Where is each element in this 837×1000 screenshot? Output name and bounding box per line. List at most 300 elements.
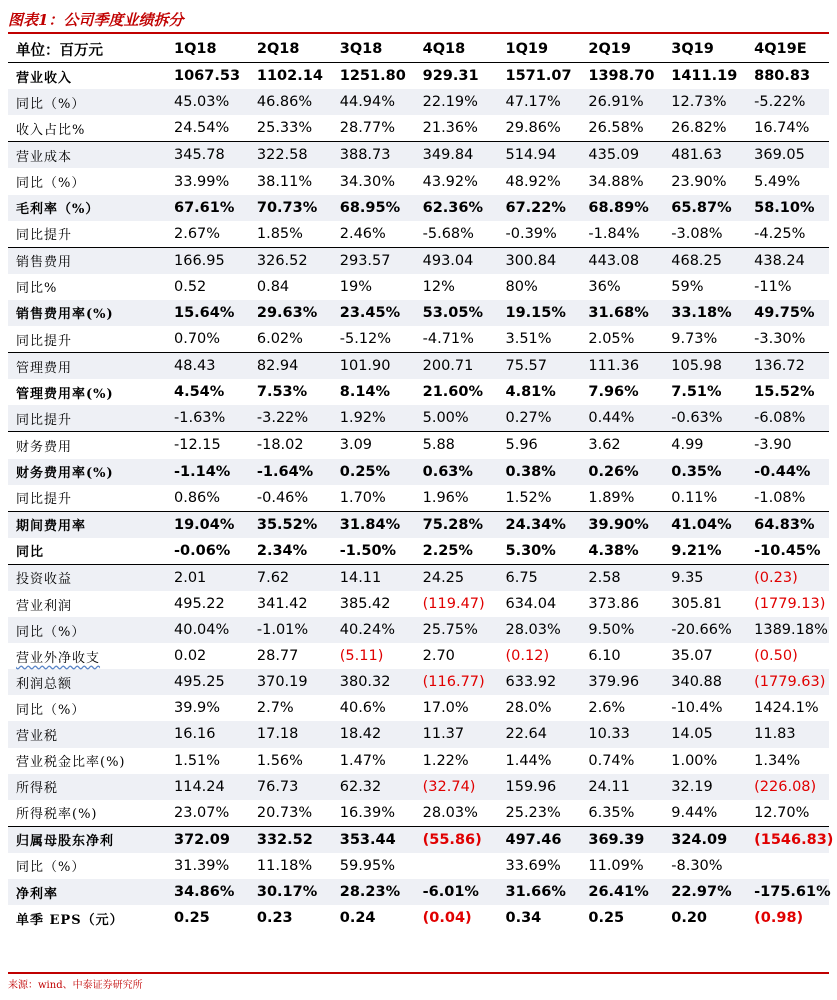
table-cell: 39.9% bbox=[174, 700, 221, 717]
table-cell: -1.84% bbox=[580, 221, 663, 248]
table-cell: 80% bbox=[505, 278, 538, 295]
table-cell: 23.07% bbox=[166, 800, 249, 827]
table-cell: 31.66% bbox=[498, 879, 581, 905]
table-cell: 22.97% bbox=[663, 879, 746, 905]
row-label-text: 营业成本 bbox=[16, 149, 73, 165]
table-cell: -1.01% bbox=[249, 617, 332, 643]
table-cell: 24.54% bbox=[166, 115, 249, 142]
table-cell: 435.09 bbox=[580, 142, 663, 169]
table-cell: 49.75% bbox=[746, 300, 829, 326]
row-label-text: 同比% bbox=[16, 281, 58, 297]
row-label bbox=[8, 89, 166, 115]
table-cell: 1251.80 bbox=[339, 68, 406, 85]
table-cell: 35.52% bbox=[249, 511, 332, 538]
table-cell: 11.18% bbox=[256, 857, 313, 874]
table-cell: 1.34% bbox=[754, 752, 801, 769]
table-cell: 82.94 bbox=[249, 353, 332, 380]
row-label-text: 同比提升 bbox=[16, 492, 73, 508]
table-cell: 2.7% bbox=[256, 700, 294, 717]
table-cell: -4.25% bbox=[746, 221, 829, 248]
table-cell: 7.62 bbox=[249, 564, 332, 591]
table-cell: 23.45% bbox=[332, 300, 415, 326]
table-cell: 17.0% bbox=[422, 700, 469, 717]
table-row bbox=[8, 405, 829, 432]
row-label-text: 营业收入 bbox=[16, 70, 73, 86]
table-cell: (5.11) bbox=[339, 648, 384, 665]
table-cell: 35.07 bbox=[671, 648, 713, 665]
table-cell: 46.86% bbox=[249, 89, 332, 115]
table-cell: 341.42 bbox=[256, 596, 308, 613]
row-label bbox=[8, 538, 166, 565]
table-cell: 30.17% bbox=[249, 879, 332, 905]
table-cell: -0.06% bbox=[166, 538, 249, 565]
table-cell: 33.99% bbox=[174, 173, 230, 190]
quarterly-results-table bbox=[8, 36, 834, 931]
row-label bbox=[8, 63, 166, 90]
table-cell: 64.83% bbox=[746, 511, 829, 538]
table-cell: 369.05 bbox=[746, 142, 829, 169]
table-row bbox=[8, 511, 829, 538]
table-cell: 0.25 bbox=[588, 910, 625, 927]
table-cell: 326.52 bbox=[249, 247, 332, 274]
table-cell: -0.46% bbox=[249, 485, 332, 512]
table-cell: -10.45% bbox=[746, 538, 829, 565]
header-1q19: 1Q19 bbox=[498, 36, 581, 63]
row-label-text: 同比提升 bbox=[16, 412, 73, 428]
table-cell: 23.90% bbox=[671, 173, 727, 190]
table-cell: 166.95 bbox=[166, 247, 249, 274]
table-cell: 1398.70 bbox=[588, 68, 655, 85]
table-row bbox=[8, 459, 829, 485]
table-cell: 2.6% bbox=[588, 700, 626, 717]
table-cell: 101.90 bbox=[332, 353, 415, 380]
table-body bbox=[8, 63, 834, 932]
table-cell: 28.0% bbox=[505, 700, 552, 717]
table-cell: 19.04% bbox=[166, 511, 249, 538]
table-cell: 1.52% bbox=[498, 485, 581, 512]
table-cell: 32.19 bbox=[663, 774, 746, 800]
table-row bbox=[8, 564, 829, 591]
table-cell: -1.63% bbox=[166, 405, 249, 432]
table-cell: 6.35% bbox=[580, 800, 663, 827]
row-label-text: 归属母股东净利 bbox=[16, 834, 115, 850]
source-divider bbox=[8, 972, 829, 974]
table-cell: 6.02% bbox=[249, 326, 332, 353]
table-cell: 1067.53 bbox=[174, 68, 241, 85]
table-cell: 300.84 bbox=[498, 247, 581, 274]
table-cell: 26.41% bbox=[580, 879, 663, 905]
table-cell: 34.86% bbox=[166, 879, 249, 905]
table-cell: -11% bbox=[754, 278, 792, 295]
table-row bbox=[8, 643, 829, 669]
table-cell: (1779.63) bbox=[746, 669, 829, 695]
row-label bbox=[8, 511, 166, 538]
table-cell: 388.73 bbox=[332, 142, 415, 169]
table-cell: 0.25 bbox=[174, 910, 210, 927]
row-label bbox=[8, 274, 166, 300]
table-cell: 481.63 bbox=[663, 142, 746, 169]
row-label-text: 利润总额 bbox=[16, 676, 73, 692]
table-cell: 75.57 bbox=[498, 353, 581, 380]
table-cell: 68.95% bbox=[332, 195, 415, 221]
row-label-text: 营业税金比率(%) bbox=[16, 755, 126, 771]
table-cell: 26.91% bbox=[580, 89, 663, 115]
table-cell: -12.15 bbox=[174, 437, 221, 454]
table-cell: 59% bbox=[671, 278, 704, 295]
row-label bbox=[8, 221, 166, 248]
table-cell: 438.24 bbox=[746, 247, 829, 274]
table-cell: 1.70% bbox=[332, 485, 415, 512]
row-label bbox=[8, 748, 166, 774]
table-row bbox=[8, 379, 829, 405]
table-cell: (0.12) bbox=[505, 648, 550, 665]
table-cell: 514.94 bbox=[498, 142, 581, 169]
table-row bbox=[8, 168, 829, 194]
table-cell: 14.11 bbox=[332, 564, 415, 591]
table-cell: 0.63% bbox=[415, 459, 498, 485]
table-cell: 53.05% bbox=[415, 300, 498, 326]
table-cell: 2.05% bbox=[580, 326, 663, 353]
row-label bbox=[8, 115, 166, 142]
table-cell: 22.19% bbox=[415, 89, 498, 115]
table-cell: 370.19 bbox=[249, 669, 332, 695]
row-label bbox=[8, 826, 166, 853]
table-cell: 15.64% bbox=[166, 300, 249, 326]
table-cell: 10.33 bbox=[580, 721, 663, 747]
table-cell: 28.77% bbox=[332, 115, 415, 142]
table-cell: 0.11% bbox=[663, 485, 746, 512]
header-2q19: 2Q19 bbox=[580, 36, 663, 63]
table-cell: 31.39% bbox=[174, 857, 230, 874]
table-cell: 1.00% bbox=[671, 752, 718, 769]
table-cell: 14.05 bbox=[663, 721, 746, 747]
table-cell: -1.14% bbox=[166, 459, 249, 485]
row-label-text: 同比（%） bbox=[16, 702, 86, 718]
table-cell: 1411.19 bbox=[671, 68, 738, 85]
table-cell: 16.16 bbox=[166, 721, 249, 747]
table-cell: 345.78 bbox=[166, 142, 249, 169]
table-row bbox=[8, 353, 829, 380]
table-cell: 2.34% bbox=[249, 538, 332, 565]
table-cell: 40.04% bbox=[166, 617, 249, 643]
table-cell: 44.94% bbox=[332, 89, 415, 115]
table-row bbox=[8, 826, 829, 853]
table-cell: 0.52 bbox=[174, 278, 207, 295]
table-cell: 5.49% bbox=[754, 173, 801, 190]
table-row bbox=[8, 721, 829, 747]
table-cell: 136.72 bbox=[746, 353, 829, 380]
table-cell: 33.69% bbox=[505, 857, 561, 874]
table-cell: 1.22% bbox=[422, 752, 469, 769]
table-cell: 633.92 bbox=[498, 669, 581, 695]
table-cell: 929.31 bbox=[422, 68, 479, 85]
row-label-text: 收入占比% bbox=[16, 122, 86, 138]
table-cell: 443.08 bbox=[580, 247, 663, 274]
table-cell: -1.50% bbox=[332, 538, 415, 565]
table-header-row bbox=[8, 36, 829, 63]
row-label bbox=[8, 459, 166, 485]
table-row bbox=[8, 432, 829, 459]
table-cell: 31.84% bbox=[332, 511, 415, 538]
table-cell: 75.28% bbox=[415, 511, 498, 538]
table-cell: 293.57 bbox=[332, 247, 415, 274]
row-label bbox=[8, 774, 166, 800]
table-cell: 1.96% bbox=[415, 485, 498, 512]
table-cell: -10.4% bbox=[671, 700, 723, 717]
row-label bbox=[8, 617, 166, 643]
row-label-text: 同比提升 bbox=[16, 228, 73, 244]
table-cell: 70.73% bbox=[249, 195, 332, 221]
table-cell: (1779.13) bbox=[754, 596, 826, 613]
table-row bbox=[8, 300, 829, 326]
table-cell: 6.75 bbox=[498, 564, 581, 591]
table-cell: 28.23% bbox=[332, 879, 415, 905]
table-cell: 493.04 bbox=[415, 247, 498, 274]
table-row bbox=[8, 142, 829, 169]
table-row bbox=[8, 274, 829, 300]
table-row bbox=[8, 853, 829, 879]
table-cell: 0.25% bbox=[332, 459, 415, 485]
table-cell: 7.53% bbox=[256, 384, 308, 401]
table-row bbox=[8, 695, 829, 721]
table-cell: -3.90 bbox=[754, 437, 792, 454]
table-cell: 34.30% bbox=[339, 173, 396, 190]
table-cell: 353.44 bbox=[332, 826, 415, 853]
table-row bbox=[8, 538, 829, 565]
table-cell: 38.11% bbox=[256, 173, 313, 190]
table-cell: 21.60% bbox=[422, 384, 484, 401]
table-cell: 19.15% bbox=[498, 300, 581, 326]
table-cell: -3.30% bbox=[746, 326, 829, 353]
table-cell: 0.35% bbox=[663, 459, 746, 485]
row-label bbox=[8, 905, 166, 931]
row-label bbox=[8, 643, 166, 669]
table-cell: 11.37 bbox=[415, 721, 498, 747]
row-label-text: 管理费用率(%) bbox=[16, 386, 114, 402]
row-label-text: 财务费用 bbox=[16, 439, 73, 455]
table-cell: 58.10% bbox=[746, 195, 829, 221]
table-cell: -4.71% bbox=[415, 326, 498, 353]
table-cell: -3.08% bbox=[663, 221, 746, 248]
table-cell: 495.25 bbox=[166, 669, 249, 695]
table-cell: 305.81 bbox=[671, 596, 722, 613]
table-cell: 2.01 bbox=[166, 564, 249, 591]
table-cell: 68.89% bbox=[580, 195, 663, 221]
header-4q19e: 4Q19E bbox=[746, 36, 829, 63]
table-cell: 29.86% bbox=[498, 115, 581, 142]
table-cell: -5.68% bbox=[415, 221, 498, 248]
table-cell: 34.88% bbox=[588, 173, 644, 190]
table-cell: 41.04% bbox=[663, 511, 746, 538]
table-cell: 28.77 bbox=[256, 648, 299, 665]
row-label-text: 销售费用率(%) bbox=[16, 307, 114, 323]
table-cell: 47.17% bbox=[498, 89, 581, 115]
table-cell: 1389.18% bbox=[746, 617, 829, 643]
table-cell: 5.30% bbox=[498, 538, 581, 565]
table-row bbox=[8, 774, 829, 800]
table-cell: 11.83 bbox=[746, 721, 829, 747]
table-row bbox=[8, 591, 829, 617]
table-cell: (226.08) bbox=[746, 774, 829, 800]
table-cell: 21.36% bbox=[415, 115, 498, 142]
table-cell: 322.58 bbox=[249, 142, 332, 169]
table-cell: 4.81% bbox=[505, 384, 556, 401]
row-label bbox=[8, 300, 166, 326]
header-4q18: 4Q18 bbox=[415, 36, 498, 63]
table-cell: 1571.07 bbox=[505, 68, 572, 85]
table-row bbox=[8, 326, 829, 353]
table-cell: -0.39% bbox=[498, 221, 581, 248]
table-cell: 324.09 bbox=[663, 826, 746, 853]
table-row bbox=[8, 89, 829, 115]
row-label-text: 管理费用 bbox=[16, 360, 73, 376]
table-cell: (0.50) bbox=[754, 648, 798, 665]
table-cell: 0.26% bbox=[580, 459, 663, 485]
table-cell: 105.98 bbox=[663, 353, 746, 380]
table-cell: 385.42 bbox=[339, 596, 391, 613]
table-cell: 12.70% bbox=[746, 800, 829, 827]
row-label bbox=[8, 564, 166, 591]
table-cell: 634.04 bbox=[505, 596, 557, 613]
table-cell: (32.74) bbox=[415, 774, 498, 800]
table-cell: 20.73% bbox=[249, 800, 332, 827]
table-cell: 9.50% bbox=[580, 617, 663, 643]
header-unit: 单位：百万元 bbox=[8, 36, 166, 63]
table-cell: 48.43 bbox=[166, 353, 249, 380]
table-cell: 372.09 bbox=[166, 826, 249, 853]
table-row bbox=[8, 195, 829, 221]
row-label bbox=[8, 669, 166, 695]
table-cell: 17.18 bbox=[249, 721, 332, 747]
table-cell: -5.22% bbox=[746, 89, 829, 115]
table-row bbox=[8, 115, 829, 142]
row-label-text: 所得税率(%) bbox=[16, 807, 98, 823]
table-cell: -0.44% bbox=[746, 459, 829, 485]
row-label bbox=[8, 721, 166, 747]
table-cell: 1.92% bbox=[332, 405, 415, 432]
source-note: 来源：wind、中泰证券研究所 bbox=[8, 980, 143, 991]
table-cell: 3.62 bbox=[588, 437, 621, 454]
table-cell: 0.24 bbox=[339, 910, 376, 927]
table-cell bbox=[746, 853, 829, 879]
row-label-text: 营业外净收支 bbox=[16, 650, 101, 666]
table-cell: 0.70% bbox=[166, 326, 249, 353]
table-cell: 8.14% bbox=[339, 384, 391, 401]
table-cell: 67.61% bbox=[166, 195, 249, 221]
table-cell: 2.70 bbox=[422, 648, 455, 665]
table-cell: 40.6% bbox=[339, 700, 386, 717]
table-cell: 1.47% bbox=[339, 752, 386, 769]
table-cell: 33.18% bbox=[663, 300, 746, 326]
table-cell: 7.51% bbox=[671, 384, 722, 401]
table-cell: 28.03% bbox=[498, 617, 581, 643]
table-cell: 26.58% bbox=[580, 115, 663, 142]
table-cell: 111.36 bbox=[580, 353, 663, 380]
table-cell: (55.86) bbox=[415, 826, 498, 853]
table-cell: (116.77) bbox=[415, 669, 498, 695]
row-label-text: 财务费用率(%) bbox=[16, 466, 114, 482]
header-3q18: 3Q18 bbox=[332, 36, 415, 63]
table-row bbox=[8, 63, 829, 90]
table-cell: 380.32 bbox=[332, 669, 415, 695]
row-label bbox=[8, 326, 166, 353]
table-cell: -1.08% bbox=[746, 485, 829, 512]
table-cell: 5.88 bbox=[422, 437, 455, 454]
table-cell: 1.44% bbox=[505, 752, 552, 769]
table-cell: 45.03% bbox=[166, 89, 249, 115]
row-label bbox=[8, 168, 166, 194]
table-cell: (0.98) bbox=[754, 910, 804, 927]
table-cell: 9.21% bbox=[663, 538, 746, 565]
table-cell: -8.30% bbox=[671, 857, 723, 874]
table-cell: 16.39% bbox=[332, 800, 415, 827]
row-label bbox=[8, 379, 166, 405]
table-cell: -0.63% bbox=[663, 405, 746, 432]
row-label-text: 同比（%） bbox=[16, 176, 86, 192]
table-cell: -1.64% bbox=[249, 459, 332, 485]
table-cell: 373.86 bbox=[588, 596, 640, 613]
table-cell: 0.02 bbox=[174, 648, 207, 665]
table-cell: 25.33% bbox=[249, 115, 332, 142]
table-cell: 1.51% bbox=[174, 752, 221, 769]
table-cell: 36% bbox=[588, 278, 621, 295]
row-label-text: 所得税 bbox=[16, 781, 59, 797]
table-cell: 76.73 bbox=[249, 774, 332, 800]
table-cell: 5.00% bbox=[415, 405, 498, 432]
row-label-text: 同比（%） bbox=[16, 96, 86, 112]
table-cell: 0.44% bbox=[580, 405, 663, 432]
table-cell: 31.68% bbox=[580, 300, 663, 326]
table-cell: 0.38% bbox=[498, 459, 581, 485]
table-cell: 332.52 bbox=[249, 826, 332, 853]
row-label-text: 净利率 bbox=[16, 886, 59, 902]
figure-title: 图表1：公司季度业绩拆分 bbox=[8, 11, 184, 29]
table-cell: 1102.14 bbox=[256, 68, 323, 85]
row-label bbox=[8, 695, 166, 721]
table-cell: 19% bbox=[339, 278, 372, 295]
table-cell: 9.73% bbox=[663, 326, 746, 353]
table-cell: 4.99 bbox=[671, 437, 704, 454]
row-label bbox=[8, 432, 166, 459]
table-cell: 1.89% bbox=[580, 485, 663, 512]
table-cell: 7.96% bbox=[588, 384, 639, 401]
table-cell: 43.92% bbox=[422, 173, 478, 190]
table-cell: -3.22% bbox=[249, 405, 332, 432]
table-cell bbox=[415, 853, 498, 879]
table-row bbox=[8, 879, 829, 905]
table-cell: 2.67% bbox=[166, 221, 249, 248]
table-cell: 468.25 bbox=[663, 247, 746, 274]
table-cell: (119.47) bbox=[422, 596, 485, 613]
table-cell: 0.86% bbox=[166, 485, 249, 512]
row-label bbox=[8, 142, 166, 169]
table-cell: 39.90% bbox=[580, 511, 663, 538]
table-cell: 880.83 bbox=[754, 68, 811, 85]
title-divider bbox=[8, 32, 829, 34]
table-cell: 5.96 bbox=[505, 437, 538, 454]
table-cell: 12% bbox=[422, 278, 455, 295]
table-cell: 22.64 bbox=[498, 721, 581, 747]
row-label-text: 同比提升 bbox=[16, 333, 73, 349]
table-cell: 495.22 bbox=[174, 596, 225, 613]
table-cell: (1546.83) bbox=[746, 826, 829, 853]
table-cell: 1424.1% bbox=[754, 700, 819, 717]
table-cell: 2.25% bbox=[415, 538, 498, 565]
table-cell: -20.66% bbox=[663, 617, 746, 643]
table-cell: 497.46 bbox=[498, 826, 581, 853]
table-cell: 3.09 bbox=[339, 437, 373, 454]
row-label-text: 毛利率（%） bbox=[16, 202, 100, 218]
